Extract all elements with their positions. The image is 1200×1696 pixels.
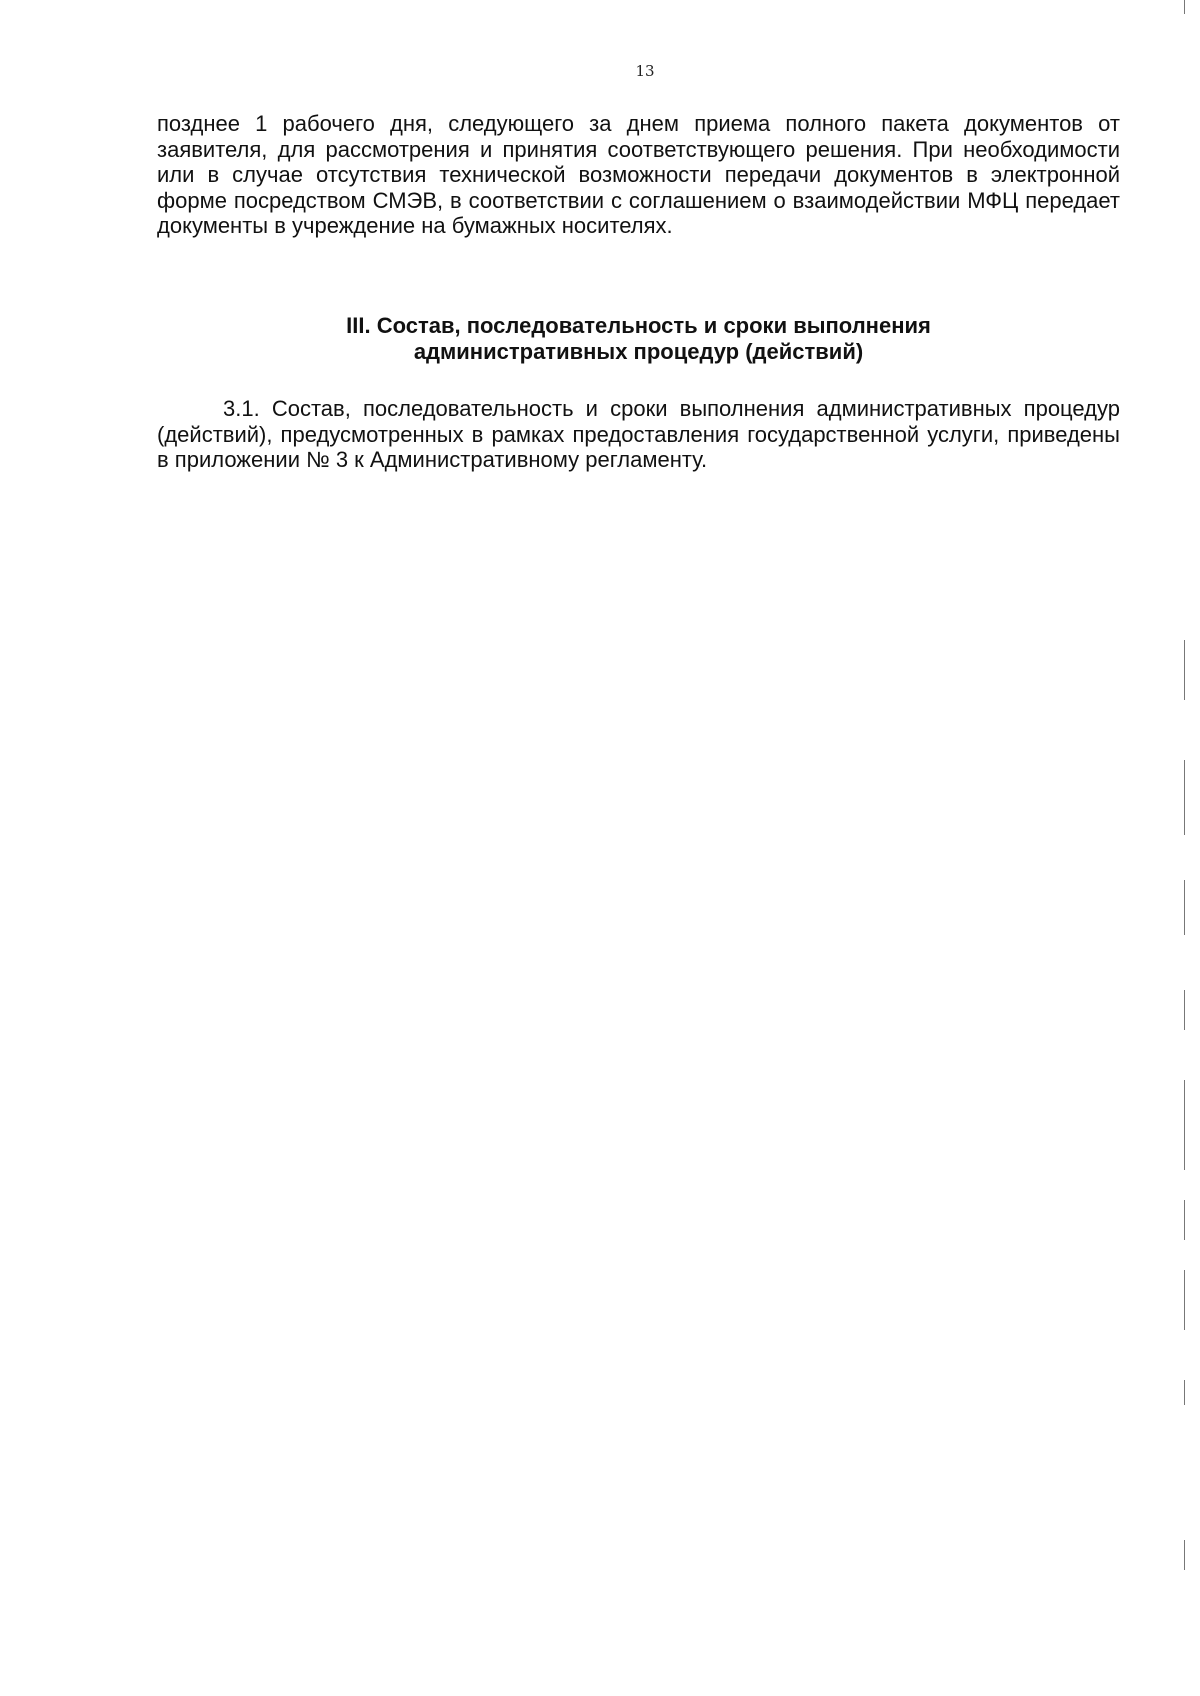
paragraph-document-transfer: позднее 1 рабочего дня, следующего за днем приема полного пакета документов от заявителя, для рассмотрения и принятия соответствующего решения. При необходимости или в случае отсутствия технической возможности передачи документов в электронной форме посредством СМЭВ, в соответствии с соглашением о взаимодействии МФЦ передает документы в учреждение на бумажных носителях. [157, 111, 1120, 238]
section-heading-line-2: административных процедур (действий) [413, 339, 864, 364]
section-heading [157, 313, 1120, 365]
paragraph-3-1: 3.1. Состав, последовательность и сроки выполнения административных процедур (действий), предусмотренных в рамках предоставления государственной услуги, приведены в приложении № 3 к Административному регламенту. [157, 396, 1120, 472]
section-heading-line-1: III. Состав, последовательность и сроки выполнения [346, 313, 931, 338]
page-number: 13 [635, 62, 655, 80]
scan-edge-artifacts [1160, 0, 1200, 1696]
